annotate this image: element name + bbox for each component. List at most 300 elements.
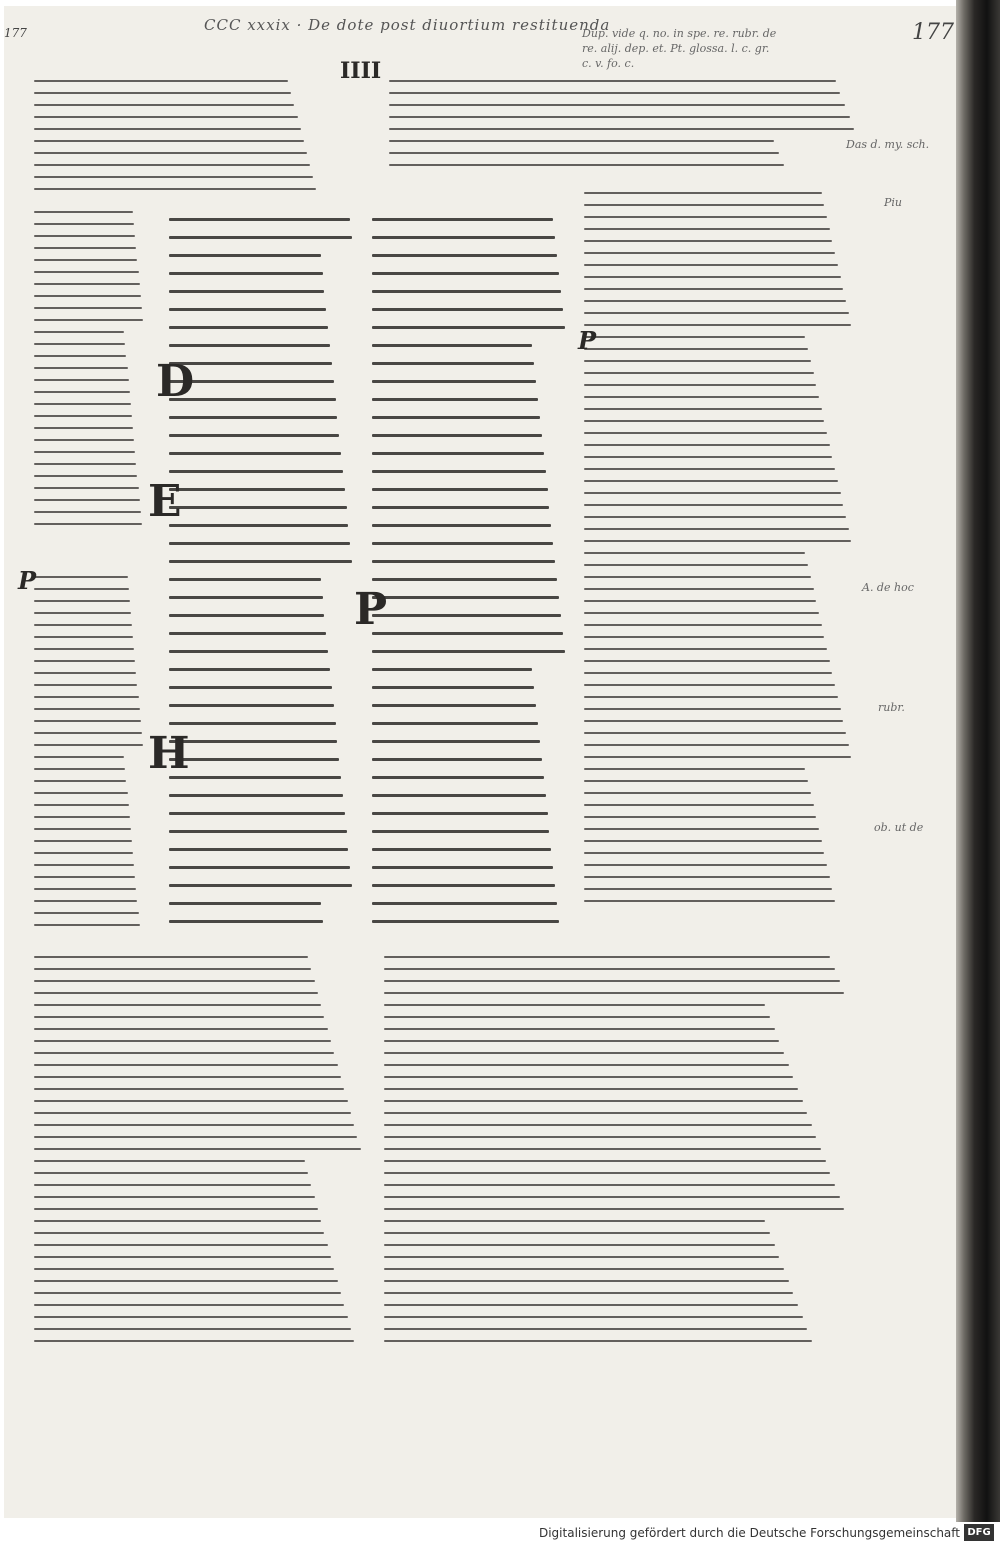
script-line bbox=[584, 480, 838, 482]
initial-c-gloss: P bbox=[18, 566, 37, 595]
script-line bbox=[584, 576, 811, 578]
script-line bbox=[372, 398, 538, 401]
script-line bbox=[34, 415, 132, 417]
script-line bbox=[169, 272, 323, 275]
script-line bbox=[34, 576, 128, 578]
script-line bbox=[34, 1220, 321, 1222]
script-line bbox=[169, 902, 321, 905]
script-line bbox=[169, 812, 345, 815]
script-line bbox=[34, 211, 133, 213]
script-line bbox=[372, 668, 532, 671]
script-line bbox=[389, 140, 774, 142]
script-line bbox=[584, 516, 846, 518]
script-line bbox=[169, 704, 334, 707]
script-line bbox=[584, 384, 816, 386]
initial-p-main: P bbox=[354, 584, 388, 635]
script-line bbox=[372, 614, 561, 617]
script-line bbox=[584, 408, 822, 410]
script-line bbox=[34, 391, 130, 393]
script-line bbox=[34, 152, 307, 154]
gloss-top-right bbox=[389, 80, 859, 190]
script-line bbox=[584, 444, 830, 446]
script-line bbox=[169, 416, 337, 419]
initial-d: D bbox=[156, 356, 195, 407]
script-line bbox=[34, 1004, 321, 1006]
script-line bbox=[169, 308, 326, 311]
script-line bbox=[584, 552, 805, 554]
initial-h: H bbox=[148, 728, 190, 779]
script-line bbox=[34, 1328, 351, 1330]
script-line bbox=[34, 271, 139, 273]
script-line bbox=[584, 660, 830, 662]
script-line bbox=[384, 1124, 812, 1126]
script-line bbox=[372, 740, 540, 743]
main-text-column-left bbox=[169, 218, 354, 948]
script-line bbox=[372, 884, 555, 887]
initial-e: E bbox=[148, 476, 182, 527]
script-line bbox=[384, 1340, 812, 1342]
initial-p-gloss: P bbox=[578, 326, 597, 355]
script-line bbox=[169, 452, 341, 455]
script-line bbox=[34, 367, 128, 369]
script-line bbox=[372, 362, 534, 365]
script-line bbox=[384, 956, 830, 958]
script-line bbox=[34, 223, 134, 225]
gloss-right-column bbox=[584, 192, 854, 952]
script-line bbox=[584, 684, 835, 686]
script-line bbox=[34, 816, 130, 818]
script-line bbox=[169, 596, 323, 599]
script-line bbox=[372, 308, 563, 311]
script-line bbox=[384, 1064, 789, 1066]
script-line bbox=[34, 283, 140, 285]
script-line bbox=[384, 1244, 775, 1246]
script-line bbox=[169, 740, 337, 743]
script-line bbox=[384, 1256, 779, 1258]
script-line bbox=[34, 992, 318, 994]
script-line bbox=[384, 1196, 840, 1198]
script-line bbox=[372, 290, 561, 293]
folio-number: 177 bbox=[912, 20, 954, 45]
script-line bbox=[372, 380, 536, 383]
script-line bbox=[389, 92, 840, 94]
script-line bbox=[372, 704, 536, 707]
script-line bbox=[34, 684, 137, 686]
script-line bbox=[34, 523, 142, 525]
script-line bbox=[34, 968, 311, 970]
script-line bbox=[584, 828, 819, 830]
script-line bbox=[372, 650, 565, 653]
script-line bbox=[34, 924, 140, 926]
script-line bbox=[34, 612, 131, 614]
script-line bbox=[34, 696, 139, 698]
script-line bbox=[169, 326, 328, 329]
script-line bbox=[584, 468, 835, 470]
script-line bbox=[34, 980, 315, 982]
script-line bbox=[372, 722, 538, 725]
script-line bbox=[372, 578, 557, 581]
script-line bbox=[584, 300, 846, 302]
script-line bbox=[34, 1100, 348, 1102]
book-spine bbox=[956, 0, 1000, 1522]
script-line bbox=[584, 456, 832, 458]
footer-credit: Digitalisierung gefördert durch die Deutsche Forschungsgemeinschaft bbox=[538, 1526, 960, 1540]
script-line bbox=[372, 452, 544, 455]
script-line bbox=[34, 708, 140, 710]
script-line bbox=[372, 920, 559, 923]
script-line bbox=[384, 1316, 803, 1318]
script-line bbox=[34, 1052, 334, 1054]
script-line bbox=[584, 192, 822, 194]
script-line bbox=[384, 1208, 844, 1210]
script-line bbox=[169, 218, 350, 221]
script-line bbox=[34, 1088, 344, 1090]
script-line bbox=[372, 830, 549, 833]
script-line bbox=[584, 876, 830, 878]
script-line bbox=[584, 768, 805, 770]
script-line bbox=[169, 506, 347, 509]
script-line bbox=[584, 588, 814, 590]
script-line bbox=[34, 487, 139, 489]
script-line bbox=[389, 164, 784, 166]
script-line bbox=[34, 720, 141, 722]
script-line bbox=[584, 804, 814, 806]
script-line bbox=[584, 732, 846, 734]
script-line bbox=[34, 1244, 328, 1246]
gloss-bottom-right bbox=[384, 956, 849, 1376]
footer-bar bbox=[0, 1522, 1000, 1546]
script-line bbox=[34, 876, 135, 878]
script-line bbox=[169, 650, 328, 653]
script-line bbox=[384, 1004, 765, 1006]
script-line bbox=[169, 758, 339, 761]
script-line bbox=[34, 852, 133, 854]
margin-note-5: ob. ut de bbox=[874, 821, 924, 834]
script-line bbox=[34, 792, 128, 794]
script-line bbox=[584, 636, 824, 638]
script-line bbox=[584, 612, 819, 614]
script-line bbox=[372, 236, 555, 239]
script-line bbox=[372, 416, 540, 419]
script-line bbox=[372, 848, 551, 851]
script-line bbox=[584, 240, 832, 242]
script-line bbox=[169, 776, 341, 779]
script-line bbox=[384, 1328, 807, 1330]
script-line bbox=[34, 672, 136, 674]
dfg-logo: DFG bbox=[964, 1524, 994, 1541]
script-line bbox=[169, 614, 324, 617]
script-line bbox=[584, 864, 827, 866]
script-line bbox=[34, 1112, 351, 1114]
script-line bbox=[34, 636, 133, 638]
script-line bbox=[34, 463, 136, 465]
manuscript-page bbox=[4, 6, 957, 1518]
script-line bbox=[384, 1280, 789, 1282]
script-line bbox=[372, 470, 546, 473]
script-line bbox=[384, 1148, 821, 1150]
script-line bbox=[584, 840, 822, 842]
script-line bbox=[34, 511, 141, 513]
script-line bbox=[169, 668, 330, 671]
script-line bbox=[34, 295, 141, 297]
script-line bbox=[34, 427, 133, 429]
script-line bbox=[584, 324, 851, 326]
script-line bbox=[584, 264, 838, 266]
script-line bbox=[384, 1172, 830, 1174]
script-line bbox=[34, 600, 130, 602]
script-line bbox=[34, 1208, 318, 1210]
script-line bbox=[169, 830, 347, 833]
script-line bbox=[389, 80, 836, 82]
left-edge-note: 177 bbox=[4, 26, 27, 40]
script-line bbox=[34, 1184, 311, 1186]
script-line bbox=[169, 434, 339, 437]
script-line bbox=[584, 204, 824, 206]
script-line bbox=[34, 1124, 354, 1126]
margin-note-4: rubr. bbox=[878, 701, 905, 714]
script-line bbox=[169, 560, 352, 563]
script-line bbox=[584, 252, 835, 254]
script-line bbox=[34, 1028, 328, 1030]
script-line bbox=[169, 344, 330, 347]
script-line bbox=[169, 686, 332, 689]
script-line bbox=[584, 276, 841, 278]
script-line bbox=[34, 1196, 315, 1198]
script-line bbox=[34, 451, 135, 453]
script-line bbox=[584, 672, 832, 674]
script-line bbox=[384, 1232, 770, 1234]
script-line bbox=[584, 216, 827, 218]
script-line bbox=[372, 272, 559, 275]
script-line bbox=[584, 720, 843, 722]
script-line bbox=[372, 686, 534, 689]
script-line bbox=[34, 128, 301, 130]
script-line bbox=[584, 780, 808, 782]
script-line bbox=[34, 259, 137, 261]
script-line bbox=[372, 776, 544, 779]
script-line bbox=[34, 1340, 354, 1342]
script-line bbox=[384, 1112, 807, 1114]
script-line bbox=[34, 235, 135, 237]
script-line bbox=[372, 902, 557, 905]
script-line bbox=[34, 1148, 361, 1150]
script-line bbox=[169, 236, 352, 239]
script-line bbox=[169, 254, 321, 257]
script-line bbox=[384, 1220, 765, 1222]
script-line bbox=[372, 524, 551, 527]
script-line bbox=[384, 1136, 816, 1138]
gloss-left-column-upper bbox=[34, 211, 144, 556]
script-line bbox=[34, 1232, 324, 1234]
script-line bbox=[34, 624, 132, 626]
margin-note-3: A. de hoc bbox=[862, 581, 914, 594]
script-line bbox=[34, 780, 126, 782]
script-line bbox=[584, 540, 851, 542]
script-line bbox=[372, 254, 557, 257]
script-line bbox=[372, 596, 559, 599]
script-line bbox=[584, 336, 805, 338]
script-line bbox=[169, 920, 323, 923]
script-line bbox=[34, 840, 132, 842]
script-line bbox=[34, 768, 125, 770]
script-line bbox=[372, 434, 542, 437]
script-line bbox=[584, 744, 849, 746]
script-line bbox=[169, 848, 348, 851]
script-line bbox=[584, 624, 822, 626]
script-line bbox=[384, 1016, 770, 1018]
script-line bbox=[372, 326, 565, 329]
script-line bbox=[34, 319, 143, 321]
script-line bbox=[34, 343, 125, 345]
script-line bbox=[584, 708, 841, 710]
script-line bbox=[384, 1100, 803, 1102]
script-line bbox=[384, 1184, 835, 1186]
script-line bbox=[34, 864, 134, 866]
script-line bbox=[584, 504, 843, 506]
script-line bbox=[34, 900, 137, 902]
margin-note-1: Das d. my. sch. bbox=[846, 138, 930, 151]
script-line bbox=[384, 1292, 793, 1294]
script-line bbox=[584, 360, 811, 362]
script-line bbox=[34, 828, 131, 830]
script-line bbox=[34, 403, 131, 405]
script-line bbox=[34, 331, 124, 333]
script-line bbox=[34, 1040, 331, 1042]
script-line bbox=[34, 1172, 308, 1174]
script-line bbox=[372, 794, 546, 797]
script-line bbox=[34, 732, 142, 734]
script-line bbox=[372, 758, 542, 761]
script-line bbox=[584, 396, 819, 398]
script-line bbox=[34, 1016, 324, 1018]
script-line bbox=[34, 956, 308, 958]
script-line bbox=[34, 1076, 341, 1078]
script-line bbox=[584, 312, 849, 314]
script-line bbox=[384, 1268, 784, 1270]
script-line bbox=[169, 488, 345, 491]
script-line bbox=[584, 492, 841, 494]
script-line bbox=[34, 1136, 357, 1138]
script-line bbox=[584, 696, 838, 698]
script-line bbox=[384, 1040, 779, 1042]
script-line bbox=[169, 632, 326, 635]
script-line bbox=[372, 632, 563, 635]
gloss-left-column-lower bbox=[34, 576, 144, 956]
script-line bbox=[584, 288, 843, 290]
script-line bbox=[389, 104, 845, 106]
script-line bbox=[384, 968, 835, 970]
script-line bbox=[389, 152, 779, 154]
script-line bbox=[584, 816, 816, 818]
script-line bbox=[34, 912, 139, 914]
script-line bbox=[34, 804, 129, 806]
script-line bbox=[34, 116, 298, 118]
script-line bbox=[34, 744, 143, 746]
script-line bbox=[389, 116, 850, 118]
script-line bbox=[372, 866, 553, 869]
script-line bbox=[34, 176, 313, 178]
script-line bbox=[34, 888, 136, 890]
section-numeral: IIII bbox=[340, 58, 382, 84]
script-line bbox=[34, 1292, 341, 1294]
script-line bbox=[584, 900, 835, 902]
script-line bbox=[34, 1268, 334, 1270]
script-line bbox=[384, 1160, 826, 1162]
script-line bbox=[372, 218, 553, 221]
script-line bbox=[384, 1052, 784, 1054]
script-line bbox=[34, 355, 126, 357]
script-line bbox=[584, 648, 827, 650]
gloss-top-left bbox=[34, 80, 344, 210]
script-line bbox=[584, 792, 811, 794]
script-line bbox=[384, 1304, 798, 1306]
script-line bbox=[34, 92, 291, 94]
script-line bbox=[372, 812, 548, 815]
script-line bbox=[34, 1160, 305, 1162]
script-line bbox=[34, 1256, 331, 1258]
script-line bbox=[34, 588, 129, 590]
script-line bbox=[584, 888, 832, 890]
script-line bbox=[34, 648, 134, 650]
script-line bbox=[584, 600, 816, 602]
script-line bbox=[169, 542, 350, 545]
script-line bbox=[169, 470, 343, 473]
script-line bbox=[34, 104, 294, 106]
script-line bbox=[34, 1064, 338, 1066]
script-line bbox=[34, 499, 140, 501]
script-line bbox=[169, 866, 350, 869]
script-line bbox=[372, 488, 548, 491]
script-line bbox=[372, 344, 532, 347]
script-line bbox=[384, 1088, 798, 1090]
script-line bbox=[584, 756, 851, 758]
script-line bbox=[384, 980, 840, 982]
script-line bbox=[584, 372, 814, 374]
script-line bbox=[169, 290, 324, 293]
script-line bbox=[34, 660, 135, 662]
script-line bbox=[34, 307, 142, 309]
running-header: CCC xxxix · De dote post diuortium restituenda bbox=[204, 16, 611, 34]
script-line bbox=[34, 188, 316, 190]
script-line bbox=[34, 756, 124, 758]
script-line bbox=[584, 564, 808, 566]
script-line bbox=[372, 542, 553, 545]
script-line bbox=[34, 164, 310, 166]
script-line bbox=[384, 1076, 793, 1078]
script-line bbox=[34, 140, 304, 142]
script-line bbox=[34, 1280, 338, 1282]
margin-note-2: Piu bbox=[884, 196, 903, 209]
script-line bbox=[34, 247, 136, 249]
script-line bbox=[389, 128, 854, 130]
script-line bbox=[584, 528, 849, 530]
main-text-column-right bbox=[372, 218, 567, 948]
top-margin-note: Dup. vide q. no. in spe. re. rubr. de re. alij. dep. et. Pt. glossa. l. c. gr. c. v. fo. c. bbox=[582, 27, 777, 70]
script-line bbox=[584, 852, 824, 854]
script-line bbox=[584, 420, 824, 422]
script-line bbox=[34, 1304, 344, 1306]
script-line bbox=[169, 524, 348, 527]
script-line bbox=[34, 475, 137, 477]
script-line bbox=[584, 228, 830, 230]
script-line bbox=[169, 722, 336, 725]
script-line bbox=[34, 439, 134, 441]
script-line bbox=[34, 1316, 348, 1318]
script-line bbox=[584, 432, 827, 434]
script-line bbox=[169, 794, 343, 797]
gloss-bottom-left bbox=[34, 956, 364, 1376]
script-line bbox=[584, 348, 808, 350]
